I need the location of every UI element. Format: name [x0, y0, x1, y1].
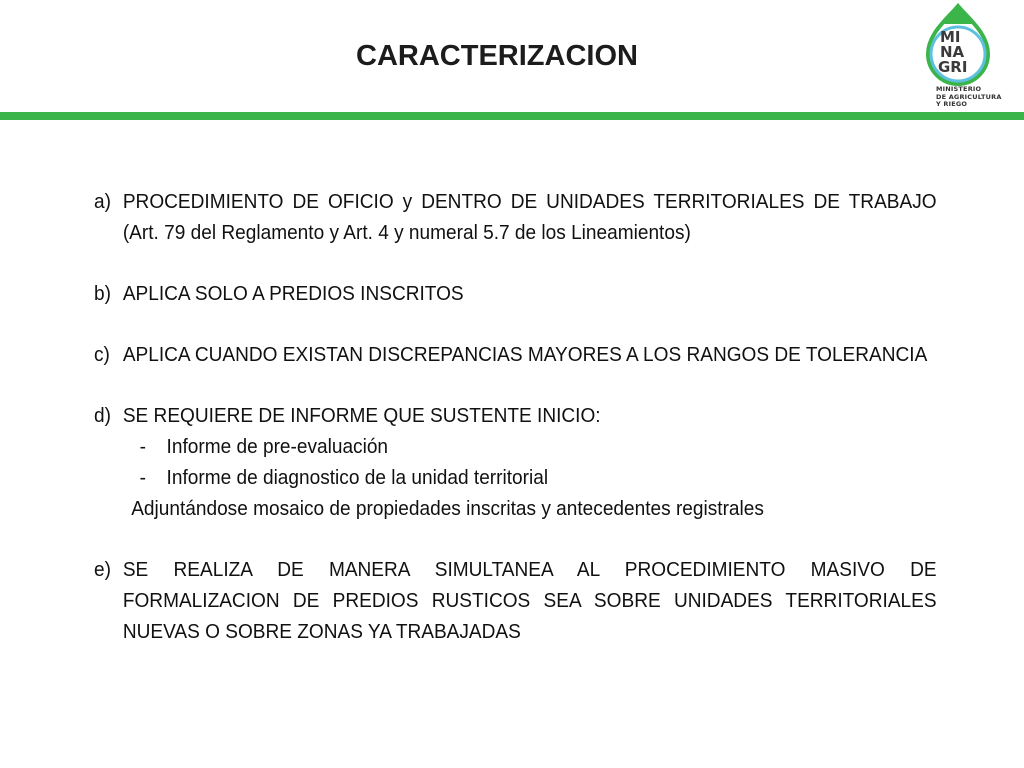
item-text: SE REQUIERE DE INFORME QUE SUSTENTE INICIO:	[122, 404, 601, 427]
item-marker: e)	[94, 558, 111, 581]
green-divider	[0, 112, 1024, 120]
item-text: PROCEDIMIENTO DE OFICIO y DENTRO DE UNIDADES TERRITORIALES DE TRABAJO (Art. 79 del Reglamento y Art. 4 y numeral 5.7 de los Lineamientos)	[122, 190, 937, 244]
logo-line2: NA	[940, 43, 965, 61]
sub-item-text: Informe de diagnostico de la unidad territorial	[166, 466, 549, 489]
item-text: APLICA SOLO A PREDIOS INSCRITOS	[122, 282, 464, 305]
item-text: APLICA CUANDO EXISTAN DISCREPANCIAS MAYORES A LOS RANGOS DE TOLERANCIA	[122, 343, 928, 366]
item-marker: d)	[94, 404, 111, 427]
logo-caption-line3: Y RIEGO	[936, 100, 968, 108]
item-text: SE REALIZA DE MANERA SIMULTANEA AL PROCEDIMIENTO MASIVO DE FORMALIZACION DE PREDIOS RUSTICOS SEA SOBRE UNIDADES TERRITORIALES NUEVAS O SOBRE ZONAS YA TRABAJADAS	[122, 558, 937, 643]
logo-caption	[936, 86, 1002, 109]
list-item-b	[94, 278, 937, 309]
logo-line3: GRI	[938, 58, 968, 76]
logo-line1: MI	[940, 28, 961, 46]
sub-item-text: Informe de pre-evaluación	[166, 435, 389, 458]
list-item-a	[94, 186, 937, 248]
dash-marker: -	[139, 435, 146, 458]
list-item-d	[94, 400, 937, 431]
page-title: CARACTERIZACION	[356, 40, 638, 72]
item-d-note: Adjuntándose mosaico de propiedades inscritas y antecedentes registrales	[131, 497, 764, 520]
item-marker: b)	[94, 282, 111, 305]
logo-caption-line2: DE AGRICULTURA	[936, 92, 1002, 101]
item-marker: a)	[94, 190, 111, 213]
item-marker: c)	[94, 343, 110, 366]
slide-content	[94, 186, 937, 647]
sub-item	[94, 462, 937, 493]
logo-caption-line1: MINISTERIO	[936, 85, 982, 93]
list-item-c	[94, 339, 937, 370]
sub-item	[94, 431, 937, 462]
list-item-e	[94, 554, 937, 647]
dash-marker: -	[139, 466, 146, 489]
